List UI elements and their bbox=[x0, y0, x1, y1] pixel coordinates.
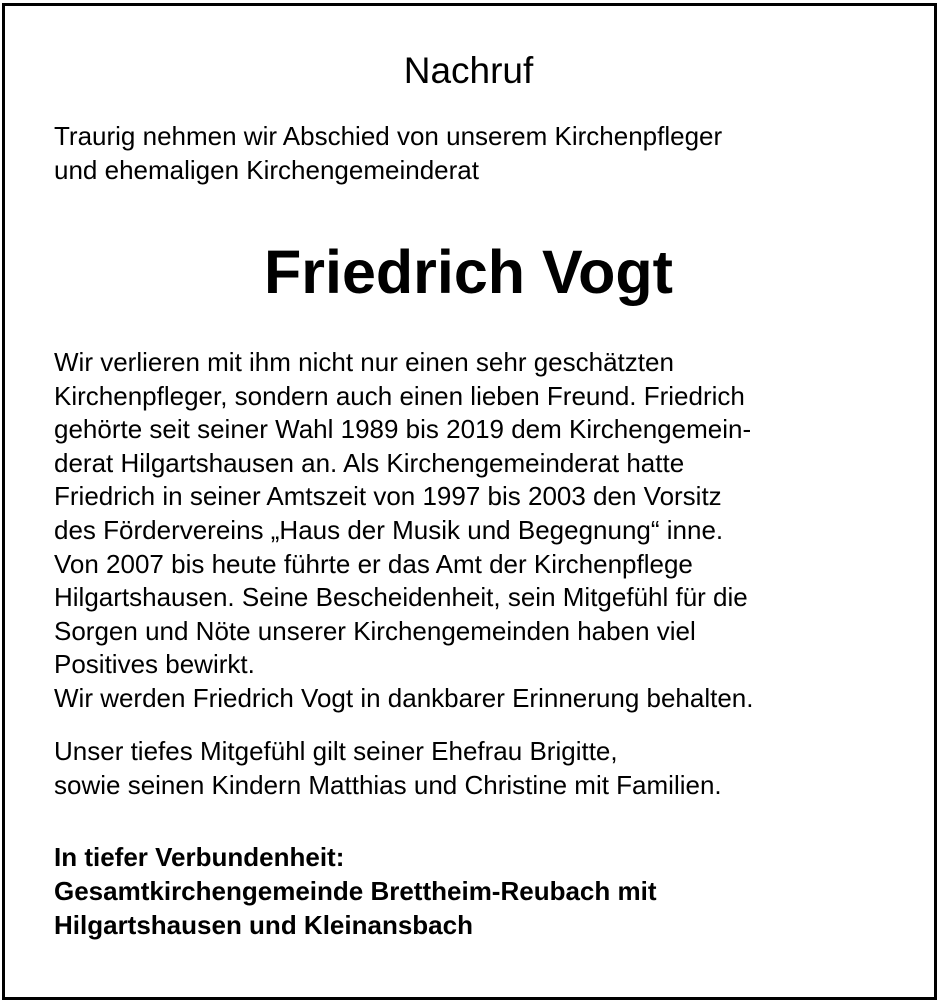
tribute-line: Wir verlieren mit ihm nicht nur einen sehr geschätzten bbox=[54, 347, 674, 377]
intro-text bbox=[54, 119, 904, 187]
tribute-line: gehörte seit seiner Wahl 1989 bis 2019 dem Kirchengemein- bbox=[54, 414, 752, 445]
tribute-line: Positives bewirkt. bbox=[54, 649, 255, 680]
tribute-line: Hilgartshausen. Seine Bescheidenheit, sein Mitgefühl für die bbox=[54, 582, 748, 613]
tribute-line: Kirchenpfleger, sondern auch einen lieben Freund. Friedrich bbox=[54, 380, 745, 411]
signature-line: Gesamtkirchengemeinde Brettheim-Reubach mit bbox=[54, 876, 657, 906]
tribute-line: Wir werden Friedrich Vogt in dankbarer Erinnerung behalten. bbox=[54, 682, 754, 713]
tribute-line: des Fördervereins „Haus der Musik und Begegnung“ inne. bbox=[54, 514, 724, 545]
tribute-text bbox=[54, 346, 914, 716]
tribute-line: Von 2007 bis heute führte er das Amt der Kirchenpflege bbox=[54, 548, 693, 579]
tribute-line: Sorgen und Nöte unserer Kirchengemeinden haben viel bbox=[54, 615, 696, 646]
sympathy-line: sowie seinen Kindern Matthias und Christine mit Familien. bbox=[54, 770, 722, 800]
signature-line: In tiefer Verbundenheit: bbox=[54, 842, 345, 872]
sympathy-text bbox=[54, 734, 914, 802]
tribute-line: derat Hilgartshausen an. Als Kirchengemeinderat hatte bbox=[54, 447, 685, 478]
notice-title: Nachruf bbox=[403, 50, 534, 91]
signature-line: Hilgartshausen und Kleinansbach bbox=[54, 910, 473, 940]
deceased-name: Friedrich Vogt bbox=[264, 238, 673, 306]
signature-block bbox=[54, 840, 914, 942]
tribute-line: Friedrich in seiner Amtszeit von 1997 bis 2003 den Vorsitz bbox=[54, 481, 722, 512]
intro-line: und ehemaligen Kirchengemeinderat bbox=[54, 155, 479, 185]
sympathy-line: Unser tiefes Mitgefühl gilt seiner Ehefrau Brigitte, bbox=[54, 736, 618, 766]
intro-line: Traurig nehmen wir Abschied von unserem Kirchenpfleger bbox=[54, 121, 723, 151]
